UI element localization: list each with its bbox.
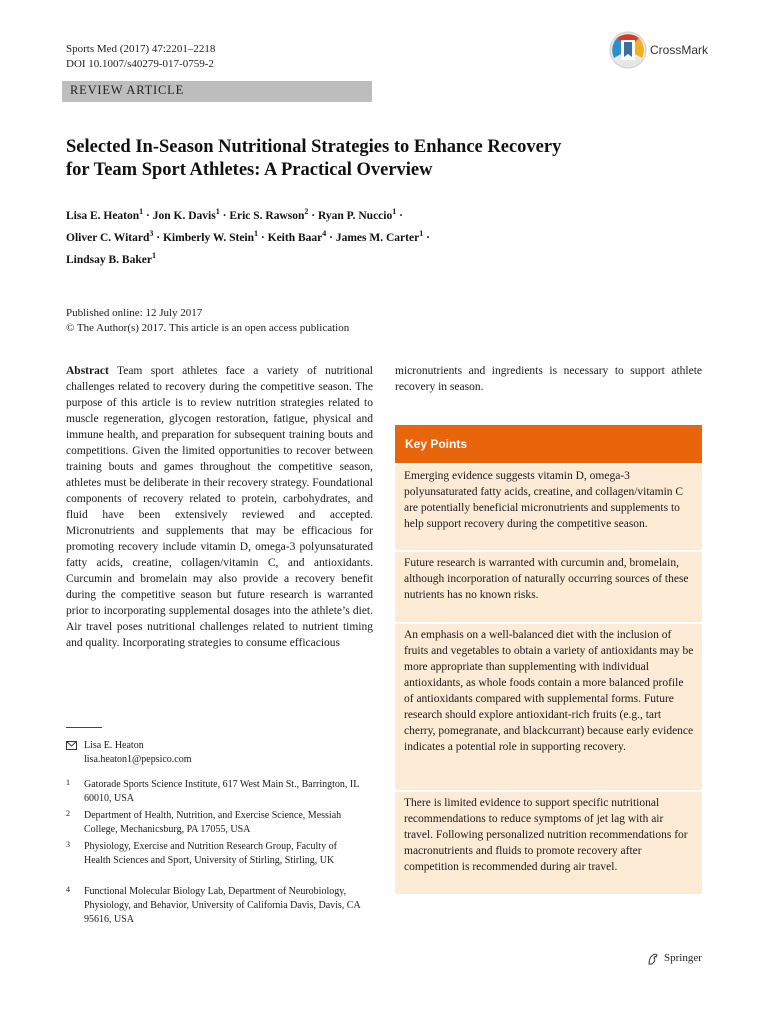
springer-horse-icon xyxy=(646,952,660,966)
affiliation-text: Physiology, Exercise and Nutrition Research Group, Faculty of Health Sciences and Sport, University of Stirling, Stirling, UK xyxy=(84,841,337,866)
abstract-text: Team sport athletes face a variety of nutritional challenges related to recovery during the competitive season. The purpose of this article is to review nutrition strategies related to muscle regeneration, glycogen restoration, fatigue, physical and immune health, and preparation for subsequent training bouts and competitions. Given the limited opportunities to recover between training bouts and games throughout the competitive season, athletes must be deliberate in their recovery strategy. Foundational components of recovery related to protein, carbohydrates, and fluid have been extensively reviewed and accepted. Micronutrients and supplements that may be efficacious for promoting recovery include vitamin D, omega-3 polyunsaturated fatty acids, creatine, collagen/vitamin C, and antioxidants. Curcumin and bromelain may also provide a recovery benefit during the competitive season but future research is warranted prior to incorporating supplemental dosages into the athlete’s diet. Air travel poses nutritional challenges related to nutrient timing and quality. Incorporating strategies to consume efficacious xyxy=(66,365,373,649)
author-name[interactable]: Oliver C. Witard xyxy=(66,231,150,244)
publication-info xyxy=(66,306,349,336)
title-line-2: for Team Sport Athletes: A Practical Overview xyxy=(66,160,433,180)
publisher-name: Springer xyxy=(664,952,702,964)
author-affiliation: 1 xyxy=(139,207,144,216)
author-name[interactable]: Kimberly W. Stein xyxy=(162,231,255,244)
title-line-1: Selected In-Season Nutritional Strategies to Enhance Recovery xyxy=(66,137,562,157)
key-point-item: There is limited evidence to support specific nutritional recommendations to reduce symptoms of jet lag with air travel. Following personalized nutrition recommendations for macronutrients and fluids to promote recovery after competition is recommended during air travel. xyxy=(395,792,702,894)
license-statement: © The Author(s) 2017. This article is an open access publication xyxy=(66,322,350,334)
author-line-2: Oliver C. Witard$^3$ · Kimberly W. Stein$^1$ · Keith Baar$^4$ · James M. Carter$^1$ · xyxy=(66,228,430,244)
author-name[interactable]: Jon K. Davis xyxy=(152,209,216,222)
author-name[interactable]: Lisa E. Heaton xyxy=(66,209,140,222)
author-affiliation: 2 xyxy=(304,207,309,216)
affiliation-number: 1 xyxy=(66,778,70,787)
author-affiliation: 1 xyxy=(215,207,220,216)
author-name[interactable]: Eric S. Rawson xyxy=(229,209,305,222)
author-name[interactable]: Ryan P. Nuccio xyxy=(317,209,393,222)
author-name[interactable]: James M. Carter xyxy=(335,231,420,244)
affiliation-text: Functional Molecular Biology Lab, Department of Neurobiology, Physiology, and Behavior, University of California Davis, Davis, CA 95616, USA xyxy=(84,886,361,925)
journal-citation: Sports Med (2017) 47:2201–2218 xyxy=(66,43,216,55)
affiliation-text: Gatorade Sports Science Institute, 617 West Main St., Barrington, IL 60010, USA xyxy=(84,779,359,804)
key-point-item: An emphasis on a well-balanced diet with the inclusion of fruits and vegetables to obtain a variety of antioxidants may be more appropriate than supplementing with individual antioxidants, as whole foods contain a more balanced profile of antioxidants compared with supplemental forms. Future research should explore antioxidant-rich fruits (e.g., tart cherry, pomegranate, and blackcurrant) because early evidence indicates a potential role in supporting recovery. xyxy=(395,624,702,790)
author-list xyxy=(66,203,536,268)
doi[interactable]: DOI 10.1007/s40279-017-0759-2 xyxy=(66,58,214,70)
article-type: REVIEW ARTICLE xyxy=(70,83,185,97)
author-affiliation: 1 xyxy=(254,228,259,238)
affiliation-number: 4 xyxy=(66,885,70,894)
author-name[interactable]: Lindsay B. Baker xyxy=(66,253,152,266)
author-affiliation: 3 xyxy=(149,228,154,238)
abstract xyxy=(66,363,373,651)
author-affiliation: 1 xyxy=(151,250,156,260)
key-point-item: Emerging evidence suggests vitamin D, omega-3 polyunsaturated fatty acids, creatine, and collagen/vitamin C are potentially beneficial micronutrients and supplements to help support recovery during the competitive season. xyxy=(395,465,702,550)
abstract-label: Abstract xyxy=(66,365,109,377)
key-point-item: Future research is warranted with curcumin and, bromelain, although incorporation of naturally occurring sources of these nutrients has no known risks. xyxy=(395,552,702,622)
key-points-title: Key Points xyxy=(405,437,468,451)
affiliation-number: 2 xyxy=(66,809,70,818)
envelope-icon xyxy=(66,741,77,750)
affiliation-text: Department of Health, Nutrition, and Exercise Science, Messiah College, Mechanicsburg, PA 17055, USA xyxy=(84,810,342,835)
author-affiliation: 1 xyxy=(392,207,397,216)
author-line-3 xyxy=(66,247,536,269)
author-affiliation: 1 xyxy=(419,228,424,238)
contact-email[interactable]: lisa.heaton1@pepsico.com xyxy=(84,754,192,765)
crossmark-label: CrossMark xyxy=(650,43,709,57)
contact-name: Lisa E. Heaton xyxy=(84,740,144,751)
footnote-divider xyxy=(66,727,102,728)
contact-footnote xyxy=(66,739,366,769)
author-name[interactable]: Keith Baar xyxy=(267,231,323,244)
affiliation-number: 3 xyxy=(66,840,70,849)
abstract-continuation: micronutrients and ingredients is necessary to support athlete recovery in season. xyxy=(395,365,702,393)
author-affiliation: 4 xyxy=(322,228,327,238)
article-title xyxy=(66,136,706,182)
published-date: Published online: 12 July 2017 xyxy=(66,307,203,319)
author-line-1: Lisa E. Heaton$^1$ · Jon K. Davis$^1$ · Eric S. Rawson$^2$ · Ryan P. Nuccio$^1$ · xyxy=(66,207,403,222)
